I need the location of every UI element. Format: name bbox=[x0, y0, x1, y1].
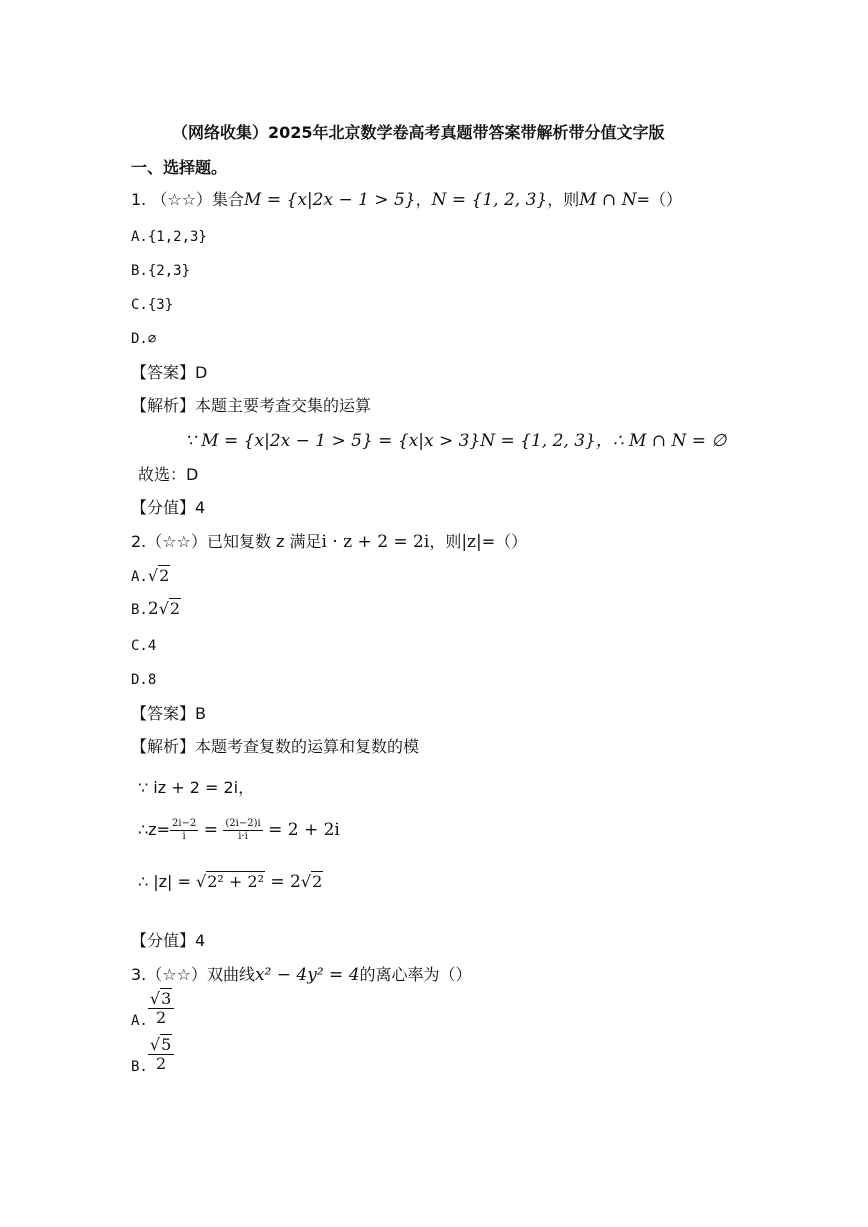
q2-frac2-num: (2i−2)i bbox=[225, 818, 261, 829]
q1-answer: 【答案】D bbox=[131, 363, 208, 382]
q2-step3-radicand: 2² + 2² bbox=[207, 872, 264, 891]
q2-step3-radicand2: 2 bbox=[312, 872, 323, 891]
q1-score: 【分值】4 bbox=[131, 498, 206, 517]
q1-option-c: C.{3} bbox=[131, 297, 174, 313]
q2-equation: i · z + 2 = 2i bbox=[321, 532, 430, 552]
q2-step3-sqrt: √2² + 2² bbox=[196, 872, 264, 891]
question-3-stem bbox=[131, 965, 472, 985]
q2-modulus: |z| bbox=[461, 532, 482, 552]
q2-option-c: C.4 bbox=[131, 638, 157, 654]
q1-stem-prefix: 1. （☆☆）集合 bbox=[131, 190, 245, 209]
q2-step-1: ∵ iz + 2 = 2i， bbox=[138, 778, 255, 797]
q3-opt-a-num: 3 bbox=[161, 989, 172, 1008]
q1-ask-prefix: ，则 bbox=[547, 190, 580, 209]
q2-stem-prefix: 2.（☆☆）已知复数 z 满足 bbox=[131, 532, 322, 551]
q2-opt-a-sqrt: √2 bbox=[147, 566, 170, 585]
q3-opt-b-num-wrap bbox=[148, 1036, 174, 1055]
question-1-stem bbox=[131, 190, 682, 210]
q2-frac1-num: 2i−2 bbox=[171, 818, 197, 829]
q2-answer: 【答案】B bbox=[131, 704, 206, 723]
q2-step2-prefix: ∴z= bbox=[138, 820, 170, 839]
q3-opt-b-num: 5 bbox=[161, 1035, 172, 1054]
q1-option-d: D.∅ bbox=[131, 331, 157, 347]
q3-stem-prefix: 3.（☆☆）双曲线 bbox=[131, 965, 255, 984]
q2-step-3 bbox=[138, 872, 323, 892]
q2-opt-b-radicand: 2 bbox=[169, 599, 181, 618]
q3-option-a bbox=[131, 990, 174, 1030]
page-title: （网络收集）2025年北京数学卷高考真题带答案带解析带分值文字版 bbox=[172, 123, 665, 142]
q1-set-m: M = {x|2x − 1 > 5} bbox=[244, 190, 416, 210]
q3-opt-b-den: 2 bbox=[155, 1054, 167, 1073]
q2-opt-b-letter: B. bbox=[131, 602, 148, 618]
q3-equation: x² − 4y² = 4 bbox=[254, 965, 360, 985]
q1-option-b: B.{2,3} bbox=[131, 263, 191, 279]
q1-expr: M ∩ N bbox=[579, 190, 637, 210]
q3-opt-a-letter: A. bbox=[131, 1013, 148, 1029]
q2-option-d: D.8 bbox=[131, 672, 157, 688]
q2-score: 【分值】4 bbox=[131, 931, 206, 950]
q2-analysis: 【解析】本题考查复数的运算和复数的模 bbox=[131, 737, 420, 756]
q3-opt-b-sqrt: √5 bbox=[149, 1035, 172, 1054]
q1-sep: ， bbox=[415, 190, 432, 209]
q2-ask-prefix: ，则 bbox=[429, 532, 462, 551]
q2-step2-frac2 bbox=[223, 818, 262, 843]
q2-opt-a-radicand: 2 bbox=[159, 566, 170, 585]
q3-opt-a-den: 2 bbox=[155, 1008, 167, 1027]
q2-step2-eq: = bbox=[198, 820, 224, 840]
q2-ask-suffix: =（） bbox=[481, 532, 528, 551]
q2-opt-b-coef: 2 bbox=[147, 599, 159, 619]
section-heading: 一、选择题。 bbox=[131, 158, 228, 177]
q2-frac1-den: i bbox=[182, 831, 186, 842]
q3-opt-a-sqrt: √3 bbox=[149, 989, 172, 1008]
q2-opt-a-letter: A. bbox=[131, 569, 148, 585]
q2-frac2-den: i·i bbox=[238, 831, 248, 842]
q2-step3-prefix: ∴ |z| = bbox=[138, 872, 197, 891]
q3-option-b bbox=[131, 1036, 174, 1076]
question-2-stem bbox=[131, 532, 527, 552]
q2-opt-b-sqrt: √2 bbox=[158, 599, 181, 618]
q3-opt-a-num-wrap bbox=[148, 990, 174, 1009]
q3-opt-a-frac bbox=[148, 990, 174, 1027]
q3-opt-b-letter: B. bbox=[131, 1059, 148, 1075]
q1-conclusion: 故选：D bbox=[138, 465, 199, 484]
q1-option-a: A.{1,2,3} bbox=[131, 229, 207, 245]
q2-step2-suffix: = 2 + 2i bbox=[262, 820, 340, 840]
q1-derivation: ∵ M = {x|2x − 1 > 5} = {x|x > 3}N = {1, 2, 3}，∴ M ∩ N = ∅ bbox=[185, 431, 727, 451]
q1-analysis: 【解析】本题主要考查交集的运算 bbox=[131, 396, 372, 415]
q1-ask-suffix: =（） bbox=[636, 190, 683, 209]
q2-option-a bbox=[131, 566, 170, 587]
q2-step3-mid: = 2 bbox=[265, 872, 301, 892]
q3-opt-b-frac bbox=[148, 1036, 174, 1073]
q3-stem-suffix: 的离心率为（） bbox=[359, 965, 472, 984]
q2-step-2 bbox=[138, 818, 340, 843]
q2-option-b bbox=[131, 599, 181, 620]
q1-set-n: N = {1, 2, 3} bbox=[431, 190, 548, 210]
q2-step3-sqrt2: √2 bbox=[300, 872, 323, 891]
q2-step2-frac1 bbox=[170, 818, 198, 843]
